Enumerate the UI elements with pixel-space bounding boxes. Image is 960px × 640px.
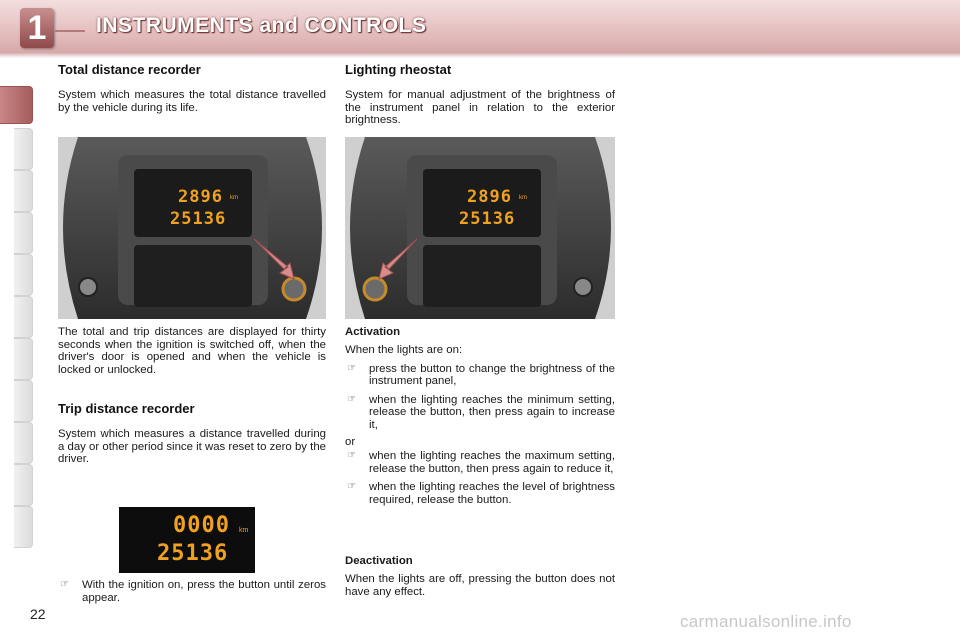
chapter-tab-11[interactable] [14,506,33,548]
trip-display-value: 2896 [178,187,223,207]
instrument-panel-photo-right [345,137,615,319]
chapter-tab-10[interactable] [14,464,33,506]
reset-instruction-section [58,579,326,604]
activation-step-2: ☞ when the lighting reaches the minimum setting, release the button, then press again to increase it, [347,393,615,431]
trip-distance-description: System which measures a distance travelled during a day or other period since it was reset to zero by the driver. [58,428,326,466]
rheostat-display-unit: km [519,195,527,201]
page-heading: INSTRUMENTS and CONTROLS [96,14,427,37]
activation-intro: When the lights are on: [345,344,463,356]
reset-instruction: ☞ With the ignition on, press the button until zeros appear. [60,579,326,604]
deactivation-label: Deactivation [345,555,413,567]
reset-display-photo [119,507,255,573]
page-number: 22 [30,606,46,622]
activation-label: Activation [345,326,401,338]
chapter-tab-active[interactable] [0,86,33,124]
pointing-hand-icon: ☞ [60,579,69,590]
chapter-tab-7[interactable] [14,338,33,380]
chapter-tick-line [55,30,85,32]
chapter-tab-4[interactable] [14,212,33,254]
trip-distance-heading: Trip distance recorder [58,401,195,416]
activation-step-1: ☞ press the button to change the brightness of the instrument panel, [347,362,615,388]
chapter-tab-5[interactable] [14,254,33,296]
pointing-hand-icon: ☞ [347,450,356,462]
reset-trip-value: 0000 [173,513,230,538]
trip-display-unit: km [230,195,238,201]
rheostat-trip-value: 2896 [467,187,512,207]
display-note: The total and trip distances are displayed for thirty seconds when the ignition is switched off, when the driver's door is opened and when the vehicle is locked or unlocked. [58,326,326,376]
activation-step-4: ☞ when the lighting reaches the level of brightness required, release the button. [347,481,615,506]
pointing-hand-icon: ☞ [347,362,356,374]
total-distance-heading: Total distance recorder [58,62,201,77]
activation-step-3: ☞ when the lighting reaches the maximum setting, release the button, then press again to reduce it, [347,450,615,475]
chapter-tab-rail [0,70,34,570]
reset-total-value: 25136 [157,541,229,566]
or-separator: or [345,435,356,448]
total-distance-section [58,62,326,114]
total-display-value: 25136 [170,209,227,229]
chapter-tab-3[interactable] [14,170,33,212]
watermark: carmanualsonline.info [680,612,852,631]
trip-distance-section [58,401,326,466]
deactivation-section [345,555,615,598]
reset-display-unit: km [239,527,249,534]
chapter-tab-2[interactable] [14,128,33,170]
header-shadow [0,52,960,58]
lighting-rheostat-description: System for manual adjustment of the brightness of the instrument panel in relation to the exterior brightness. [345,89,615,127]
total-distance-description: System which measures the total distance travelled by the vehicle during its life. [58,89,326,114]
lighting-rheostat-section [345,62,615,127]
chapter-tab-9[interactable] [14,422,33,464]
chapter-tab-8[interactable] [14,380,33,422]
display-note-section [58,326,326,376]
lighting-rheostat-heading: Lighting rheostat [345,62,452,77]
deactivation-text: When the lights are off, pressing the button does not have any effect. [345,573,615,598]
pointing-hand-icon: ☞ [347,393,356,405]
instrument-panel-photo-left [58,137,326,319]
pointing-hand-icon: ☞ [347,481,356,493]
activation-section [345,326,615,507]
chapter-badge: 1 [20,8,54,48]
chapter-tab-6[interactable] [14,296,33,338]
rheostat-total-value: 25136 [459,209,516,229]
